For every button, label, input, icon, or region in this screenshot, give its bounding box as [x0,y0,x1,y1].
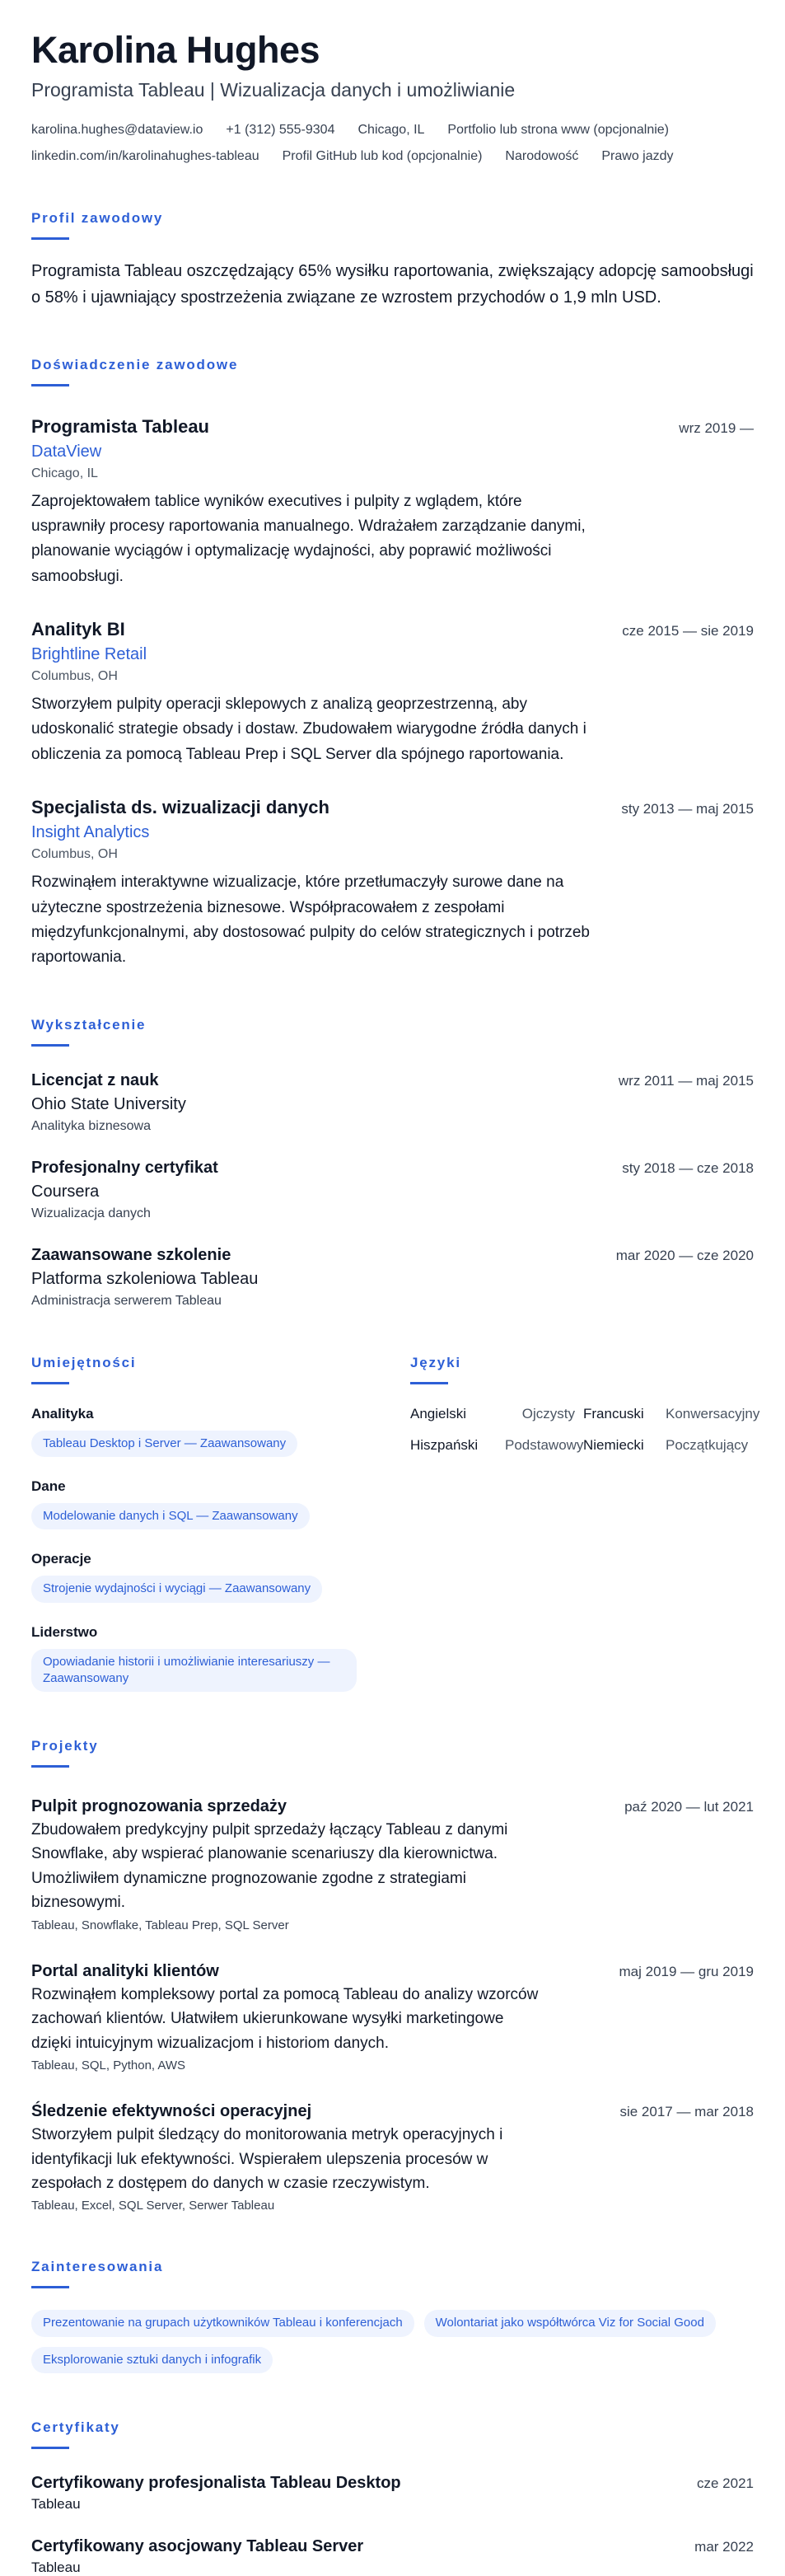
job-description: Stworzyłem pulpity operacji sklepowych z analizą geoprzestrzenną, aby udoskonalić strategie obsady i dostaw. Zbudowałem wiarygodne źródła danych i obliczenia za pomocą Tableau Prep i SQL Server dla spójnego raportowania. [31,696,586,763]
contact-linkedin[interactable]: linkedin.com/in/karolinahughes-tableau [31,148,259,163]
education-section [31,1017,754,1309]
resume-header [31,30,754,164]
skill-tag: Modelowanie danych i SQL — Zaawansowany [31,1503,310,1529]
skill-tag: Tableau Desktop i Server — Zaawansowany [31,1431,297,1457]
contact-portfolio[interactable]: Portfolio lub strona www (opcjonalnie) [447,122,669,137]
project-entry [31,1962,754,2073]
candidate-name: Karolina Hughes [31,29,320,71]
project-entry [31,1797,754,1932]
school-name: Ohio State University [31,1094,186,1113]
job-company: Insight Analytics [31,823,150,842]
interest-tags [31,2310,756,2373]
project-date: maj 2019 — gru 2019 [619,1963,754,1979]
language-name: Angielski [410,1405,467,1421]
project-date: sie 2017 — mar 2018 [619,2104,754,2120]
education-date: mar 2020 — cze 2020 [615,1247,754,1263]
field-of-study: Administracja serwerem Tableau [31,1293,222,1308]
section-title: Doświadczenie zawodowe [31,356,239,372]
section-divider [31,237,69,240]
job-date: sty 2013 — maj 2015 [621,801,754,817]
language-list [410,1405,760,1454]
project-technologies: Tableau, SQL, Python, AWS [31,2058,186,2073]
education-entry [31,1246,754,1309]
project-title: Śledzenie efektywności operacyjnej [31,2102,312,2121]
certification-date: cze 2021 [697,2475,754,2491]
language-level: Podstawowy [505,1436,584,1453]
certification-entry [31,2474,754,2513]
skill-group [31,1624,409,1693]
skill-category: Analityka [31,1405,94,1421]
certifications-section [31,2419,754,2576]
school-name: Platforma szkoleniowa Tableau [31,1269,259,1288]
interests-section [31,2259,754,2373]
school-name: Coursera [31,1182,100,1201]
section-title: Umiejętności [31,1354,137,1370]
education-date: sty 2018 — cze 2018 [622,1159,754,1176]
language-level: Konwersacyjny [666,1405,760,1421]
education-entry [31,1071,754,1134]
profile-summary: Programista Tableau oszczędzający 65% wysiłku raportowania, zwiększający adopcję samoobsługi o 58% i ujawniający spostrzeżenia związane ze wzrostem przychodów o 1,9 mln USD. [31,261,754,307]
contact-location: Chicago, IL [357,122,425,137]
skill-tag: Strojenie wydajności i wyciągi — Zaawansowany [31,1576,322,1602]
job-location: Columbus, OH [31,847,118,862]
profile-section [31,210,754,311]
interest-tag: Eksplorowanie sztuki danych i infografik [31,2347,273,2373]
project-description: Zbudowałem predykcyjny pulpit sprzedaży łączący Tableau z danymi Snowflake, aby wspierać planowanie scenariuszy dla kierownictwa. Umożliwiłem dynamiczne prognozowanie zgodne z strategiami biznesowymi. [31,1821,508,1912]
projects-section [31,1738,754,2213]
job-entry [31,416,754,590]
degree-title: Licencjat z nauk [31,1070,159,1089]
degree-title: Profesjonalny certyfikat [31,1158,218,1177]
job-location: Chicago, IL [31,466,98,480]
job-company: DataView [31,442,102,461]
job-title: Programista Tableau [31,415,209,437]
section-title: Zainteresowania [31,2259,164,2275]
project-technologies: Tableau, Snowflake, Tableau Prep, SQL Server [31,1918,289,1932]
project-title: Portal analityki klientów [31,1961,219,1980]
section-title: Certyfikaty [31,2419,120,2435]
languages-section [410,1354,760,1692]
contact-driving-license: Prawo jazdy [601,148,674,163]
job-entry [31,797,754,971]
education-date: wrz 2011 — maj 2015 [618,1072,754,1089]
project-date: paź 2020 — lut 2021 [624,1799,754,1815]
language-level: Początkujący [666,1436,749,1453]
language-name: Francuski [583,1405,644,1421]
certification-title: Certyfikowany profesjonalista Tableau Desktop [31,2473,401,2492]
job-description: Rozwinąłem interaktywne wizualizacje, które przetłumaczyły surowe dane na użyteczne spostrzeżenia biznesowe. Współpracowałem z zespołami międzyfunkcjonalnymi, aby dostosować pulpity do celów strategicznych i potrzeb raportowania. [31,873,590,967]
section-title: Wykształcenie [31,1016,147,1033]
certification-issuer: Tableau [31,2495,81,2512]
skill-category: Dane [31,1478,66,1495]
language-name: Niemiecki [583,1436,644,1453]
degree-title: Zaawansowane szkolenie [31,1245,231,1264]
skills-languages-row [31,1354,760,1692]
project-entry [31,2102,754,2213]
section-divider [31,1382,69,1384]
project-description: Stworzyłem pulpit śledzący do monitorowania metryk operacyjnych i identyfikacji luk efektywności. Wspierałem ulepszenia procesów w zespołach z dostępem do danych w czasie rzeczywistym. [31,2126,503,2192]
education-entry [31,1159,754,1221]
job-entry [31,619,754,767]
section-divider [31,2447,69,2449]
section-title: Języki [410,1354,461,1370]
job-description: Zaprojektowałem tablice wyników executives i pulpity z wglądem, które usprawniły procesy raportowania manualnego. Wdrażałem zarządzanie danymi, planowanie wyciągów i optymalizację wydajności, aby poprawić możliwości samoobsługi. [31,492,586,585]
job-date: wrz 2019 — [679,419,754,436]
field-of-study: Analityka biznesowa [31,1118,151,1133]
section-divider [410,1382,448,1384]
certification-issuer: Tableau [31,2559,81,2575]
candidate-headline: Programista Tableau | Wizualizacja danych i umożliwianie [31,78,516,101]
skill-group [31,1478,409,1529]
experience-section [31,357,754,971]
skill-category: Liderstwo [31,1623,98,1640]
certification-entry [31,2537,754,2576]
project-technologies: Tableau, Excel, SQL Server, Serwer Tableau [31,2199,275,2213]
section-divider [31,384,69,386]
section-divider [31,1765,69,1768]
job-date: cze 2015 — sie 2019 [622,623,754,639]
contact-email[interactable]: karolina.hughes@dataview.io [31,122,203,137]
job-title: Specjalista ds. wizualizacji danych [31,797,329,818]
certification-date: mar 2022 [694,2538,754,2555]
contact-nationality: Narodowość [505,148,579,163]
interest-tag: Wolontariat jako współtwórca Viz for Social Good [424,2310,716,2336]
section-divider [31,2286,69,2288]
job-title: Analityk BI [31,619,125,640]
job-location: Columbus, OH [31,669,118,684]
field-of-study: Wizualizacja danych [31,1206,151,1220]
skills-section [31,1355,409,1692]
section-divider [31,1044,69,1047]
skill-group [31,1551,409,1602]
contact-github[interactable]: Profil GitHub lub kod (opcjonalnie) [282,148,483,163]
skill-tag: Opowiadanie historii i umożliwianie interesariuszy — Zaawansowany [31,1649,357,1693]
section-title: Projekty [31,1738,99,1754]
skill-category: Operacje [31,1551,91,1567]
job-company: Brightline Retail [31,645,147,664]
contact-list [31,123,773,164]
section-title: Profil zawodowy [31,209,164,226]
skill-group [31,1406,409,1457]
interest-tag: Prezentowanie na grupach użytkowników Tableau i konferencjach [31,2310,414,2336]
project-description: Rozwinąłem kompleksowy portal za pomocą Tableau do analizy wzorców zachowań klientów. Ułatwiłem ukierunkowane wysyłki marketingowe dzięki intuicyjnym wizualizacjom i historiom danych. [31,1985,539,2052]
language-level: Ojczysty [521,1405,575,1421]
certification-title: Certyfikowany asocjowany Tableau Server [31,2536,364,2555]
contact-phone[interactable]: +1 (312) 555-9304 [226,122,335,137]
project-title: Pulpit prognozowania sprzedaży [31,1797,287,1816]
language-name: Hiszpański [410,1436,479,1453]
